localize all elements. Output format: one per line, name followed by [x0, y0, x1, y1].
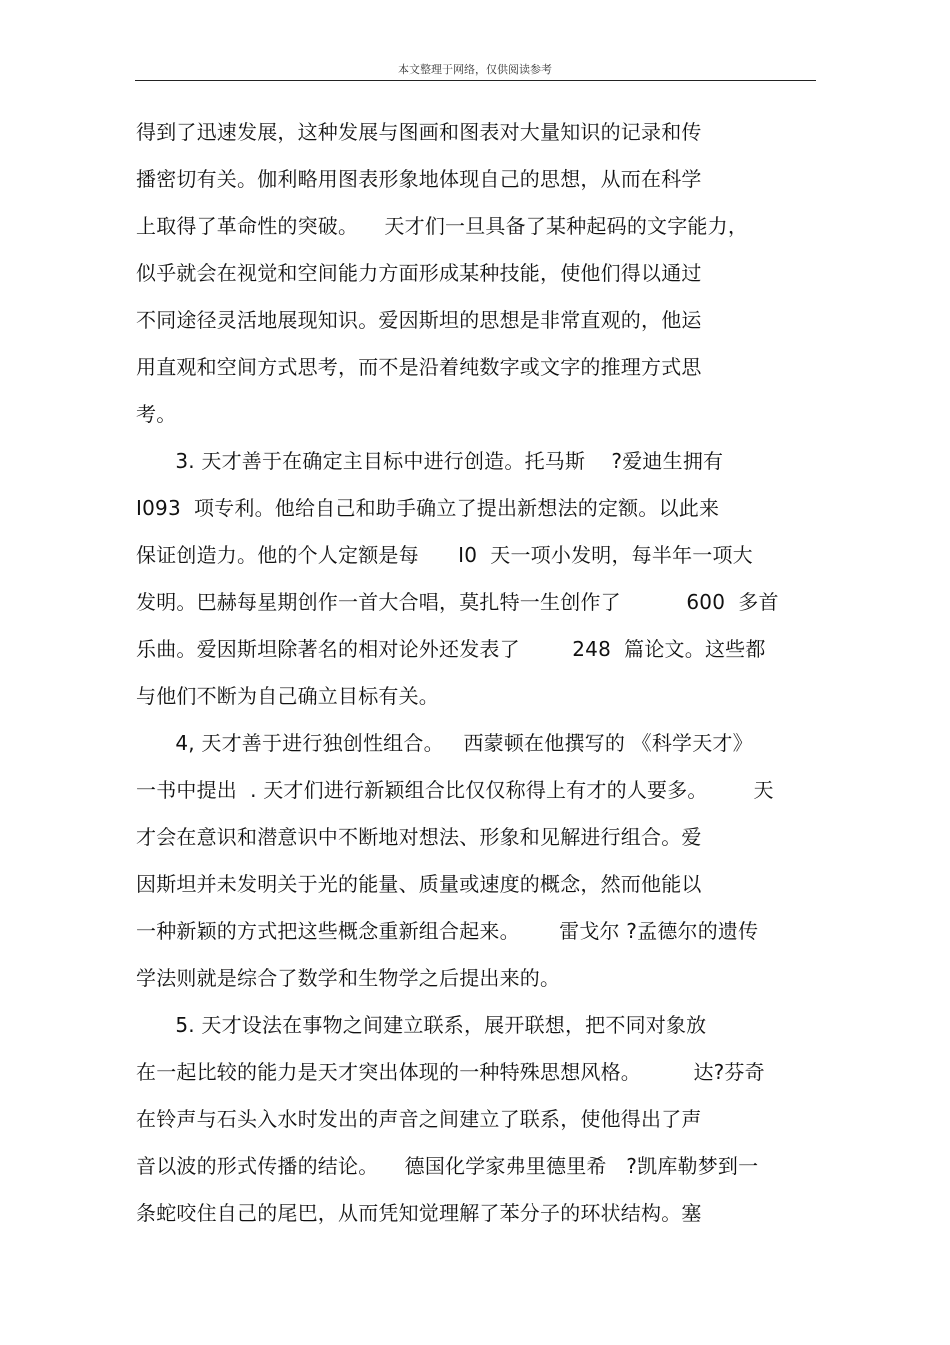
header-divider	[135, 80, 816, 81]
text-line: 得到了迅速发展，这种发展与图画和图表对大量知识的记录和传	[136, 120, 702, 144]
text-line: 与他们不断为自己确立目标有关。	[136, 684, 439, 708]
page-header: 本文整理于网络，仅供阅读参考	[398, 63, 552, 76]
text-line: 播密切有关。伽利略用图表形象地体现自己的思想，从而在科学	[136, 167, 702, 191]
text-line: 考。	[136, 402, 177, 426]
text-line: 用直观和空间方式思考，而不是沿着纯数字或文字的推理方式思	[136, 355, 702, 379]
text-line: 因斯坦并未发明关于光的能量、质量或速度的概念，然而他能以	[136, 872, 702, 896]
text-line: 保证创造力。他的个人定额是每 I0 天一项小发明，每半年一项大	[136, 543, 753, 567]
text-line: 5. 天才设法在事物之间建立联系，展开联想，把不同对象放	[136, 1013, 707, 1037]
text-line: 一种新颖的方式把这些概念重新组合起来。 雷戈尔 ?孟德尔的遗传	[136, 919, 759, 943]
text-line: 上取得了革命性的突破。 天才们一旦具备了某种起码的文字能力，	[136, 214, 749, 238]
text-line: I093 项专利。他给自己和助手确立了提出新想法的定额。以此来	[136, 496, 720, 520]
text-line: 条蛇咬住自己的尾巴，从而凭知觉理解了苯分子的环状结构。塞	[136, 1201, 702, 1225]
text-line: 一书中提出 . 天才们进行新颖组合比仅仅称得上有才的人要多。 天	[136, 778, 774, 802]
text-line: 音以波的形式传播的结论。 德国化学家弗里德里希 ?凯库勒梦到一	[136, 1154, 759, 1178]
text-line: 不同途径灵活地展现知识。爱因斯坦的思想是非常直观的，他运	[136, 308, 702, 332]
text-line: 3. 天才善于在确定主目标中进行创造。托马斯 ?爱迪生拥有	[136, 449, 724, 473]
text-line: 发明。巴赫每星期创作一首大合唱，莫扎特一生创作了 600 多首	[136, 590, 779, 614]
text-line: 似乎就会在视觉和空间能力方面形成某种技能，使他们得以通过	[136, 261, 702, 285]
text-line: 乐曲。爱因斯坦除著名的相对论外还发表了 248 篇论文。这些都	[136, 637, 766, 661]
text-line: 在一起比较的能力是天才突出体现的一种特殊思想风格。 达?芬奇	[136, 1060, 765, 1084]
text-line: 学法则就是综合了数学和生物学之后提出来的。	[136, 966, 561, 990]
text-line: 才会在意识和潜意识中不断地对想法、形象和见解进行组合。爱	[136, 825, 702, 849]
text-line: 在铃声与石头入水时发出的声音之间建立了联系，使他得出了声	[136, 1107, 702, 1131]
document-body	[136, 114, 836, 1242]
text-line: 4, 天才善于进行独创性组合。 西蒙顿在他撰写的 《科学天才》	[136, 731, 753, 755]
